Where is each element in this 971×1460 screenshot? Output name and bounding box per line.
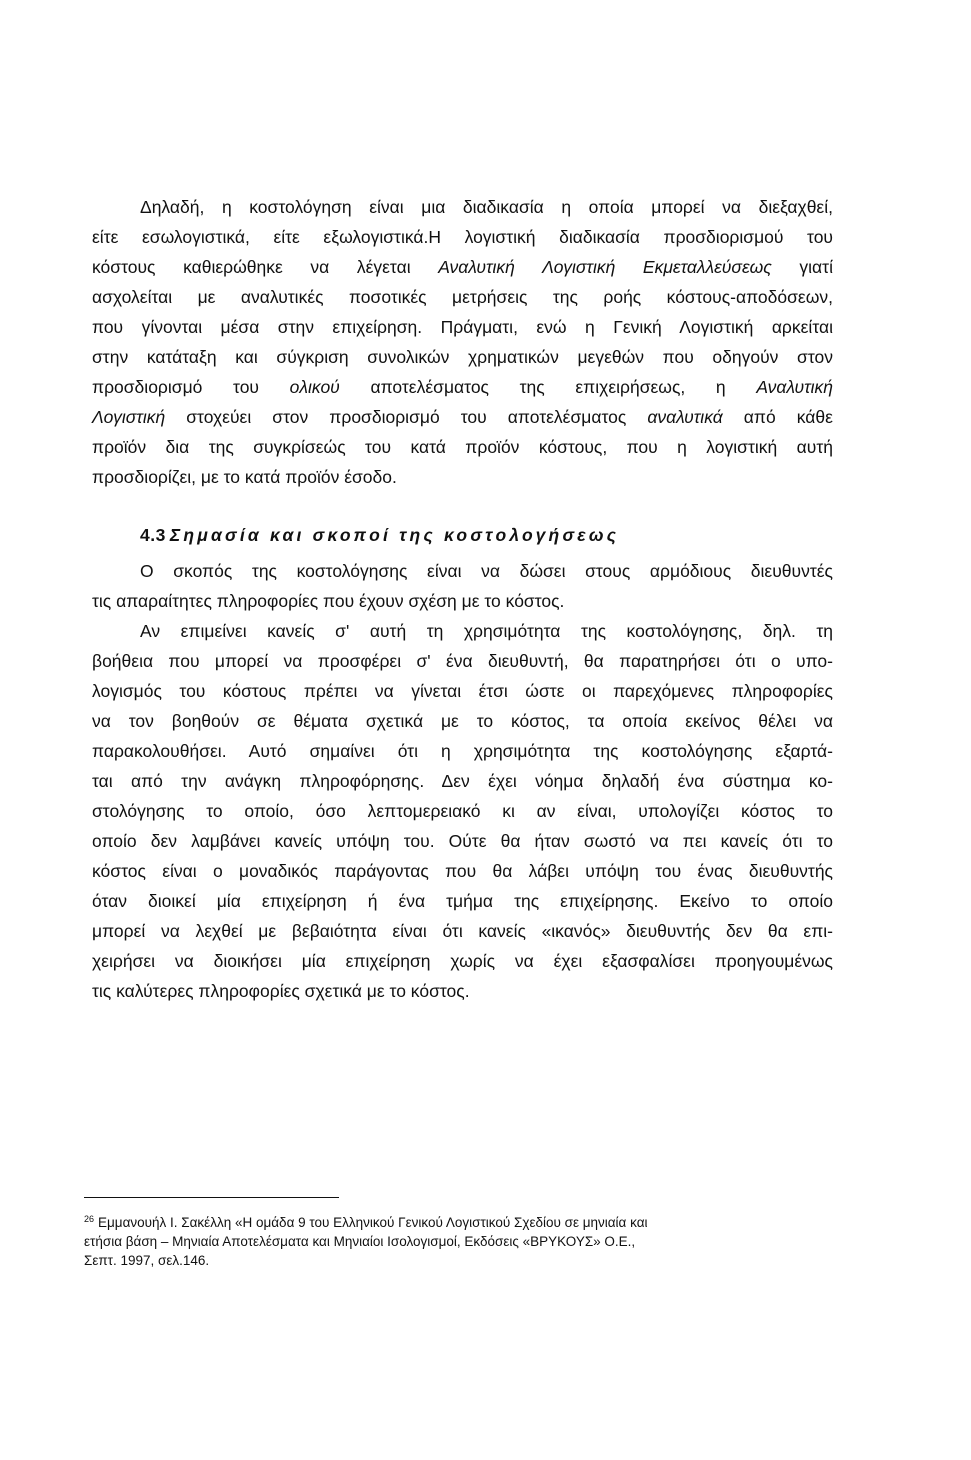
text-line: Ο σκοπός της κοστολόγησης είναι να δώσει στους αρμόδιους διευθυντές (140, 561, 833, 581)
footnote-line: ετήσια βάση – Μηνιαία Αποτελέσματα και Μηνιαίοι Ισολογισμοί, Εκδόσεις «ΒΡΥΚΟΥΣ» Ο.Ε., (84, 1234, 636, 1249)
paragraph-1 (92, 192, 833, 492)
text-line: χειρήσει να διοικήσει μία επιχείρηση χωρίς να έχει εξασφαλίσει προηγουμένως (92, 951, 833, 971)
section-number: 4.3 (140, 525, 166, 545)
text-run: κόστους καθιερώθηκε να λέγεται (92, 257, 411, 277)
text-run: Πράγματι, ενώ η Γενική Λογιστική αρκείται (440, 317, 833, 337)
text-line: οποίο δεν λαμβάνει κανείς υπόψη του. Ούτε θα ήταν σωστό να πει κανείς ότι το (92, 831, 833, 851)
text-line: τις καλύτερες πληροφορίες σχετικά με το κόστος. (92, 981, 470, 1001)
section-title: Σημασία και σκοποί της κοστολογήσεως (169, 525, 620, 545)
section-heading (92, 520, 833, 550)
document-page (92, 192, 833, 1006)
footnote-separator (84, 1197, 339, 1198)
text-line: προσδιορίζει, με το κατά προϊόν έσοδο. (92, 467, 397, 487)
text-line: παρακολουθήσει. Αυτό σημαίνει ότι η χρησιμότητα της κοστολόγησης εξαρτά- (92, 741, 833, 761)
footnote-number: 26 (84, 1214, 95, 1224)
text-line: Αν επιμείνει κανείς σ' αυτή τη χρησιμότητα της κοστολόγησης, δηλ. τη (140, 621, 833, 641)
text-line: λογισμός του κόστους πρέπει να γίνεται έτσι ώστε οι παρεχόμενες πληροφορίες (92, 681, 833, 701)
paragraph-3 (92, 616, 833, 1006)
text-line (92, 402, 833, 432)
footnote-line (84, 1210, 829, 1232)
text-line (92, 312, 833, 342)
text-line: είτε εσωλογιστικά, είτε εξωλογιστικά.Η λογιστική διαδικασία προσδιορισμού του (92, 227, 833, 247)
text-line: στην κατάταξη και σύγκριση συνολικών χρηματικών μεγεθών που οδηγούν στον (92, 347, 833, 367)
italic-term: Αναλυτική (756, 377, 833, 397)
text-line: βοήθεια που μπορεί να προσφέρει σ' ένα διευθυντή, θα παρατηρήσει ότι ο υπο- (92, 651, 833, 671)
footnote-line: Σεπτ. 1997, σελ.146. (84, 1253, 210, 1268)
text-line: κόστος είναι ο μοναδικός παράγοντας που θα λάβει υπόψη του ένας διευθυντής (92, 861, 833, 881)
text-run: προσδιορισμό του (92, 377, 260, 397)
text-line: να τον βοηθούν σε θέματα σχετικά με το κόστος, τα οποία εκείνος θέλει να (92, 711, 833, 731)
text-line: μπορεί να λεχθεί με βεβαιότητα είναι ότι κανείς «ικανός» διευθυντής δεν θα επι- (92, 921, 833, 941)
text-line: στολόγησης το οποίο, όσο λεπτομερειακό κι αν είναι, υπολογίζει κόστος το (92, 801, 833, 821)
text-line: τις απαραίτητες πληροφορίες που έχουν σχέση με το κόστος. (92, 591, 565, 611)
text-line: Δηλαδή, η κοστολόγηση είναι μια διαδικασία η οποία μπορεί να διεξαχθεί, (140, 197, 833, 217)
text-line (92, 372, 833, 402)
text-line (92, 252, 833, 282)
text-run: γιατί (799, 257, 833, 277)
text-run: από κάθε (743, 407, 833, 427)
italic-term: ολικού (289, 377, 340, 397)
text-line: ασχολείται με αναλυτικές ποσοτικές μετρήσεις της ροής κόστους-αποδόσεων, (92, 287, 833, 307)
text-line: όταν διοικεί μία επιχείρηση ή ένα τμήμα της επιχείρησης. Εκείνο το οποίο (92, 891, 833, 911)
italic-term: Λογιστική (92, 407, 166, 427)
italic-term: αναλυτικά (647, 407, 723, 427)
paragraph-2 (92, 556, 833, 616)
text-line: ται από την ανάγκη πληροφόρησης. Δεν έχει νόημα δηλαδή ένα σύστημα κο- (92, 771, 833, 791)
text-line: προϊόν δια της συγκρίσεώς του κατά προϊόν κόστους, που η λογιστική αυτή (92, 437, 833, 457)
italic-term: Αναλυτική Λογιστική Εκμεταλλεύσεως (438, 257, 772, 277)
footnote (84, 1210, 829, 1270)
text-run: που γίνονται μέσα στην επιχείρηση. (92, 317, 423, 337)
footnote-text: Εμμανουήλ Ι. Σακέλλη «Η ομάδα 9 του Ελληνικού Γενικού Λογιστικού Σχεδίου σε μηνιαία και (98, 1215, 648, 1230)
text-run: αποτελέσματος της επιχειρήσεως, η (370, 377, 726, 397)
text-run: στοχεύει στον προσδιορισμό του αποτελέσματος (186, 407, 627, 427)
